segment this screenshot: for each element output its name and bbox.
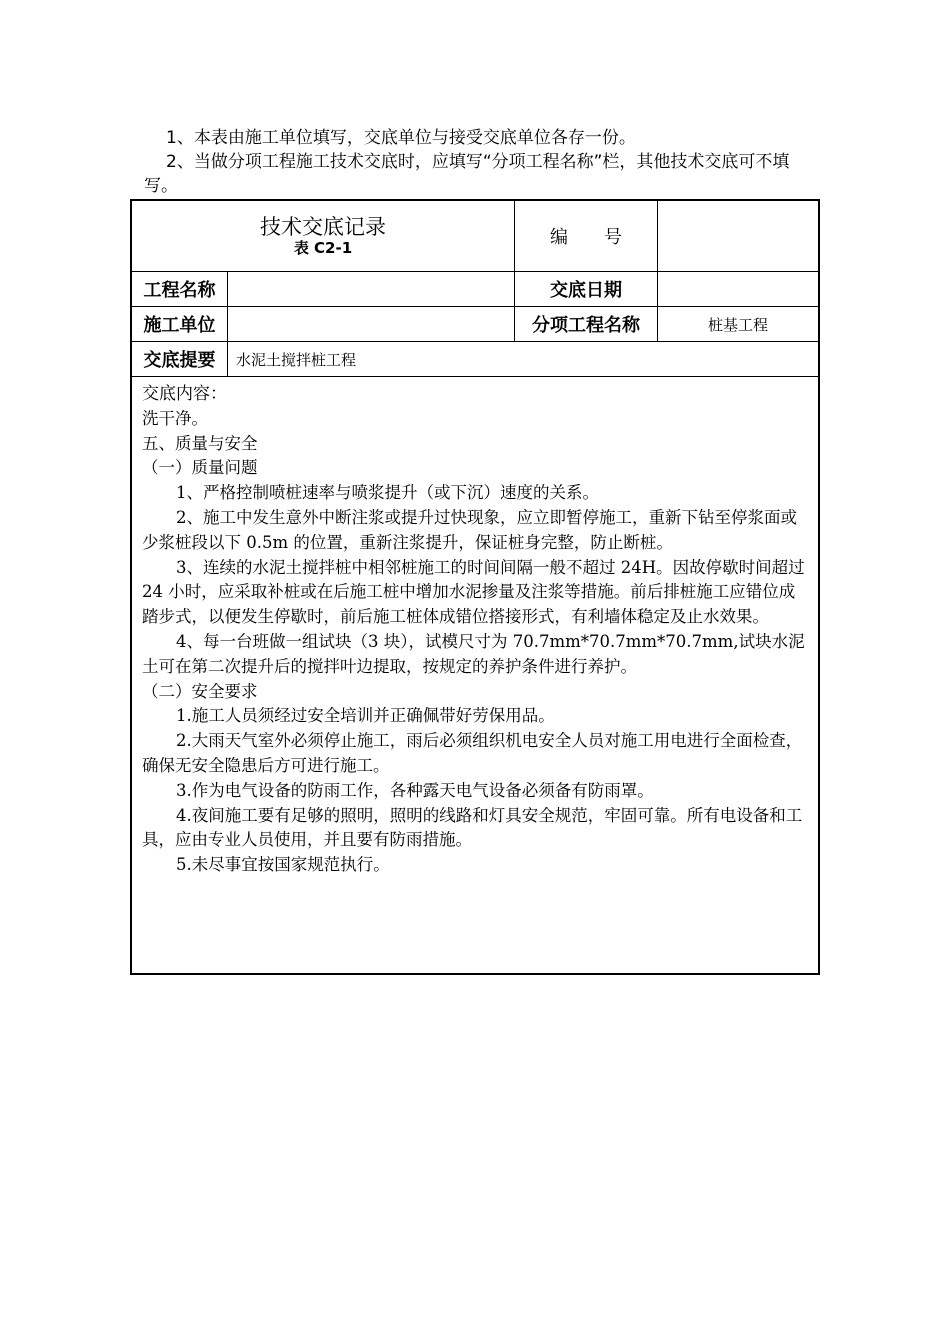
content-line: 4、每一台班做一组试块（3 块），试模尺寸为 70.7mm*70.7mm*70.7mm,试块水泥土可在第二次提升后的搅拌叶边提取，按规定的养护条件进行养护。 (142, 631, 805, 676)
header-row (132, 201, 818, 272)
project-name-value-cell[interactable] (228, 272, 515, 306)
note-line-2: 2、当做分项工程施工技术交底时，应填写“分项工程名称”栏，其他技术交底可不填写。 (144, 152, 790, 196)
summary-label-cell (132, 342, 228, 376)
content-line: 3.作为电气设备的防雨工作，各种露天电气设备必须备有防雨罩。 (176, 780, 654, 800)
subproject-value: 桩基工程 (707, 315, 768, 334)
number-value-cell[interactable] (658, 201, 818, 271)
content-line: 3、连续的水泥土搅拌桩中相邻桩施工的时间间隔一般不超过 24H。因故停歇时间超过 24 小时，应采取补桩或在后施工桩中增加水泥掺量及注浆等措施。前后排桩施工应错位成踏步式，以便发生停歇时，前后施工桩体成错位搭接形式，有利墙体稳定及止水效果。 (142, 557, 805, 627)
content-line: 5.未尽事宜按国家规范执行。 (176, 855, 390, 875)
note-line-1: 1、本表由施工单位填写，交底单位与接受交底单位各存一份。 (166, 128, 636, 148)
subproject-label: 分项工程名称 (532, 315, 640, 336)
content-line: 洗干净。 (142, 408, 208, 428)
date-value-cell[interactable] (658, 272, 818, 306)
contractor-row (132, 307, 818, 342)
content-line: （二）安全要求 (142, 681, 258, 701)
title-cell (132, 201, 515, 271)
summary-value-cell[interactable] (228, 342, 818, 376)
summary-label: 交底提要 (143, 350, 216, 371)
summary-row (132, 342, 818, 377)
project-name-label: 工程名称 (143, 280, 216, 301)
project-name-row (132, 272, 818, 307)
content-line: 4.夜间施工要有足够的照明，照明的线路和灯具安全规范，牢固可靠。所有电设备和工具，应由专业人员使用，并且要有防雨措施。 (142, 805, 803, 850)
summary-value: 水泥土搅拌桩工程 (236, 350, 357, 369)
content-line: 五、质量与安全 (142, 433, 258, 453)
briefing-content (142, 382, 810, 878)
date-label: 交底日期 (550, 280, 622, 301)
number-label-cell (515, 201, 658, 271)
form-notes (144, 126, 816, 198)
project-name-label-cell (132, 272, 228, 306)
content-line: （一）质量问题 (142, 458, 258, 478)
subproject-value-cell[interactable] (658, 307, 818, 341)
content-line: 1.施工人员须经过安全培训并正确佩带好劳保用品。 (176, 706, 555, 726)
date-label-cell (515, 272, 658, 306)
content-line: 2.大雨天气室外必须停止施工，雨后必须组织机电安全人员对施工用电进行全面检查，确保无安全隐患后方可进行施工。 (142, 731, 803, 775)
content-line: 2、施工中发生意外中断注浆或提升过快现象，应立即暂停施工，重新下钻至停浆面或少浆桩段以下 0.5m 的位置，重新注浆提升，保证桩身完整，防止断桩。 (142, 507, 797, 552)
technical-briefing-form (130, 199, 820, 975)
form-title: 技术交底记录 (260, 215, 386, 239)
contractor-value-cell[interactable] (228, 307, 515, 341)
number-label: 编 号 (550, 227, 622, 248)
contractor-label-cell (132, 307, 228, 341)
subproject-label-cell (515, 307, 658, 341)
form-code: 表 C2-1 (293, 239, 353, 257)
content-label: 交底内容： (142, 384, 227, 404)
content-line: 1、严格控制喷桩速率与喷浆提升（或下沉）速度的关系。 (176, 483, 599, 503)
contractor-label: 施工单位 (143, 315, 216, 336)
